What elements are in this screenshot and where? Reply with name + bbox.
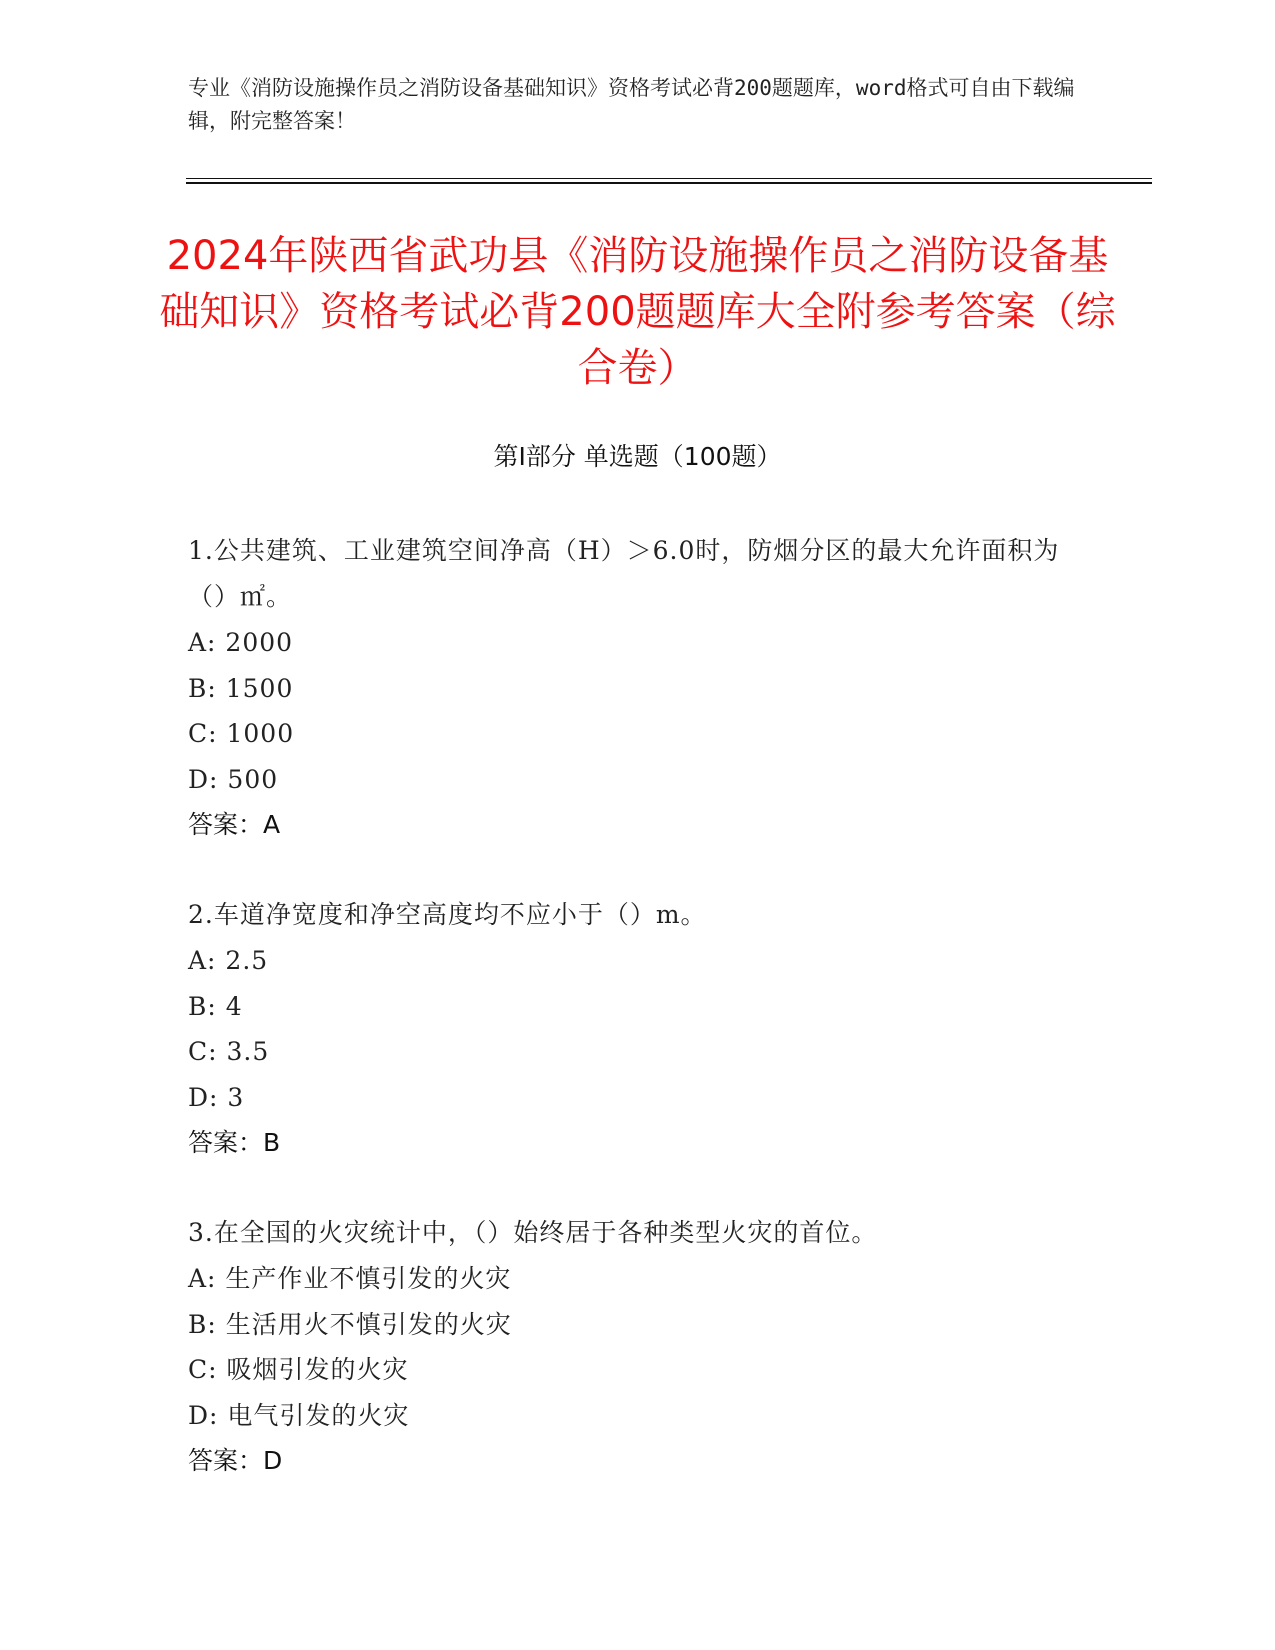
header-divider-thick bbox=[186, 182, 1152, 184]
option-c: C: 1000 bbox=[188, 719, 295, 748]
question-1 bbox=[188, 528, 1088, 848]
answer-line: 答案：A bbox=[188, 810, 281, 839]
option-a: A: 生产作业不慎引发的火灾 bbox=[188, 1264, 512, 1293]
question-list bbox=[188, 528, 1088, 1528]
option-d: D: 电气引发的火灾 bbox=[188, 1400, 410, 1430]
option-b: B: 1500 bbox=[188, 673, 294, 703]
option-a: A: 2.5 bbox=[188, 946, 269, 975]
question-2 bbox=[188, 892, 1088, 1166]
answer-line: 答案：D bbox=[188, 1446, 283, 1475]
option-a: A: 2000 bbox=[188, 628, 294, 657]
document-title: 2024年陕西省武功县《消防设施操作员之消防设备基础知识》资格考试必背200题题库大全附参考答案（综合卷） bbox=[159, 233, 1116, 391]
section-heading: 第I部分 单选题（100题） bbox=[493, 442, 782, 471]
option-d: D: 3 bbox=[188, 1082, 245, 1112]
answer-line: 答案：B bbox=[188, 1128, 281, 1157]
option-b: B: 4 bbox=[188, 991, 243, 1021]
option-b: B: 生活用火不慎引发的火灾 bbox=[188, 1309, 512, 1339]
header-note: 专业《消防设施操作员之消防设备基础知识》资格考试必背200题题库，word格式可自由下载编辑，附完整答案！ bbox=[188, 76, 1075, 133]
question-stem: 2.车道净宽度和净空高度均不应小于（）m。 bbox=[188, 900, 707, 929]
question-stem: 3.在全国的火灾统计中，（）始终居于各种类型火灾的首位。 bbox=[188, 1218, 878, 1247]
header-divider-thin bbox=[186, 178, 1152, 179]
question-stem: 1.公共建筑、工业建筑空间净高（H）＞6.0时，防烟分区的最大允许面积为（）㎡。 bbox=[188, 536, 1060, 611]
option-d: D: 500 bbox=[188, 764, 279, 794]
option-c: C: 吸烟引发的火灾 bbox=[188, 1355, 409, 1384]
question-3 bbox=[188, 1210, 1088, 1484]
option-c: C: 3.5 bbox=[188, 1037, 270, 1066]
